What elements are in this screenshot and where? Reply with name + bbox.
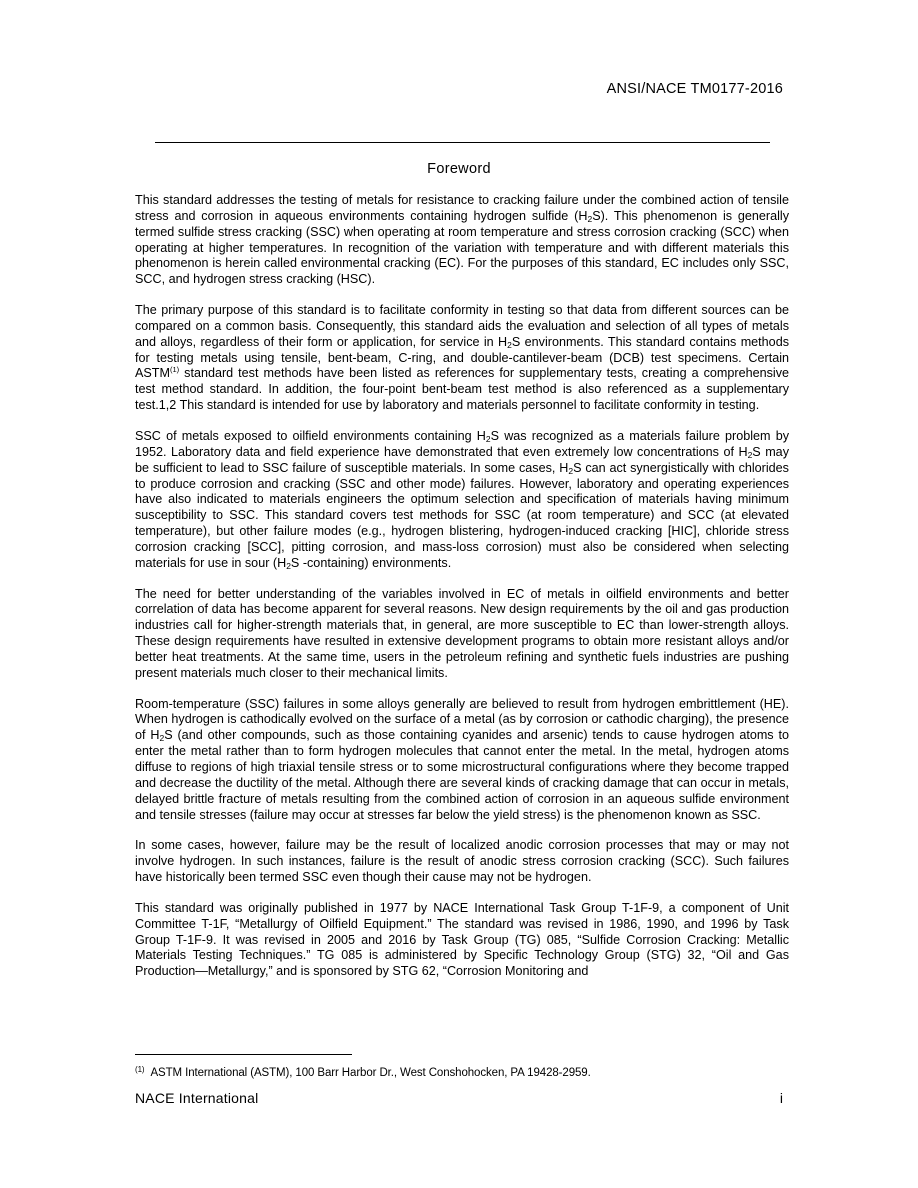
text-run: Room-temperature (SSC) failures in some alloys generally are believed to result from hydrogen embrittlement (HE). When hydrogen is cathodically evolved on the surface of a metal (as by corrosion or cathodic charging), the presence of H xyxy=(135,696,789,743)
subscript: 2 xyxy=(485,433,491,444)
text-run: This standard was originally published in 1977 by NACE International Task Group T-1F-9, a component of Unit Committee T-1F, “Metallurgy of Oilfield Equipment.” The standard was revised in 1986, 1990, and 1996 by Task Group T-1F-9. It was revised in 2005 and 2016 by Task Group (TG) 085, “Sulfide Corrosion Cracking: Metallic Materials Testing Techniques.” TG 085 is administered by Specific Technology Group (STG) 32, “Oil and Gas Production—Metallurgy,” and is sponsored by STG 62, “Corrosion Monitoring and xyxy=(135,900,789,979)
foreword-paragraph xyxy=(135,901,789,980)
text-run: S). This phenomenon is generally termed sulfide stress cracking (SSC) when operating at room temperature and stress corrosion cracking (SCC) when operating at higher temperatures. In recognition of the variation with temperature and with different materials this phenomenon is herein called environmental cracking (EC). For the purposes of this standard, EC includes only SSC, SCC, and hydrogen stress cracking (HSC). xyxy=(135,208,789,287)
text-run: In some cases, however, failure may be the result of localized anodic corrosion processes that may or may not involve hydrogen. In such instances, failure is the result of anodic stress corrosion cracking (SCC). Such failures have historically been termed SSC even though their cause may not be hydrogen. xyxy=(135,838,789,885)
foreword-paragraph xyxy=(135,697,789,824)
foreword-paragraph xyxy=(135,303,789,414)
subscript: 2 xyxy=(507,339,512,350)
page-number: i xyxy=(779,1090,783,1106)
subscript: 2 xyxy=(587,213,593,224)
foreword-paragraph xyxy=(135,838,789,886)
footer-organization: NACE International xyxy=(135,1090,259,1106)
subscript: 2 xyxy=(159,733,165,744)
footnote-reference: (1) xyxy=(169,365,180,375)
foreword-body xyxy=(135,193,789,995)
header-divider xyxy=(155,142,770,143)
footnote xyxy=(135,1065,591,1079)
text-run: S environments. This standard contains methods for testing metals using tensile, bent-beam, C-ring, and double-cantilever-beam (DCB) test specimens. Certain ASTM xyxy=(135,334,789,381)
text-run: S may be sufficient to lead to SSC failure of susceptible materials. In some cases, H xyxy=(135,444,789,475)
text-run: S can act synergistically with chlorides to produce corrosion and cracking (SSC and other mode) failures. However, laboratory and operating experiences have also indicated to materials engineers the optimum selection and specification of materials having minimum susceptibility to SSC. This standard covers test methods for SSC (at room temperature) and SCC (at elevated temperature), but other failure modes (e.g., hydrogen blistering, hydrogen-induced cracking [HIC], chloride stress corrosion cracking [SCC], pitting corrosion, and mass-loss corrosion) must also be considered when selecting materials for use in sour (H xyxy=(135,460,789,570)
foreword-paragraph xyxy=(135,193,789,288)
footnote-divider xyxy=(135,1054,352,1055)
subscript: 2 xyxy=(286,560,291,571)
text-run: The primary purpose of this standard is to facilitate conformity in testing so that data from different sources can be compared on a common basis. Consequently, this standard aids the evaluation and selection of all types of metals and alloys, regardless of their form or application, for service in H xyxy=(135,303,789,349)
text-run: standard test methods have been listed as references for supplementary tests, creating a comprehensive test method standard. In addition, the four-point bent-beam test method is also referenced as a supplementary test.1,2 This standard is intended for use by laboratory and materials personnel to facilitate conformity in testing. xyxy=(135,366,789,413)
subscript: 2 xyxy=(747,449,753,460)
text-run: This standard addresses the testing of metals for resistance to cracking failure under the combined action of tensile stress and corrosion in aqueous environments containing hydrogen sulfide (H xyxy=(135,193,789,223)
document-id: ANSI/NACE TM0177-2016 xyxy=(606,81,783,97)
text-run: S (and other compounds, such as those containing cyanides and arsenic) tends to cause hydrogen atoms to enter the metal rather than to form hydrogen molecules that cannot enter the metal. In the metal, hydrogen atoms diffuse to regions of high triaxial tensile stress or to some microstructural configurations where they become trapped and decrease the ductility of the metal. Although there are several kinds of cracking damage that can occur in metals, delayed brittle fracture of metals resulting from the combined action of corrosion in an aqueous sulfide environment and tensile stresses (failure may occur at stresses far below the yield stress) is the phenomenon known as SSC. xyxy=(135,728,789,822)
text-run: S was recognized as a materials failure problem by 1952. Laboratory data and field experience have demonstrated that even extremely low concentrations of H xyxy=(135,428,789,459)
text-run: SSC of metals exposed to oilfield environments containing H xyxy=(135,428,486,443)
text-run: S -containing) environments. xyxy=(290,555,452,570)
foreword-paragraph xyxy=(135,587,789,682)
subscript: 2 xyxy=(568,465,574,476)
foreword-paragraph xyxy=(135,429,789,572)
footnote-text: ASTM International (ASTM), 100 Barr Harbor Dr., West Conshohocken, PA 19428-2959. xyxy=(150,1067,591,1079)
text-run: The need for better understanding of the variables involved in EC of metals in oilfield environments and better correlation of data has become apparent for several reasons. New design requirements by the oil and gas production industries call for higher-strength materials that, in general, are more susceptible to EC than lower-strength alloys. These design requirements have resulted in extensive development programs to obtain more resistant alloys and/or better heat treatments. At the same time, users in the petroleum refining and synthetic fuels industries are pushing present materials much closer to their mechanical limits. xyxy=(135,586,789,680)
footnote-mark: (1) xyxy=(135,1065,145,1074)
page-title: Foreword xyxy=(427,161,491,177)
